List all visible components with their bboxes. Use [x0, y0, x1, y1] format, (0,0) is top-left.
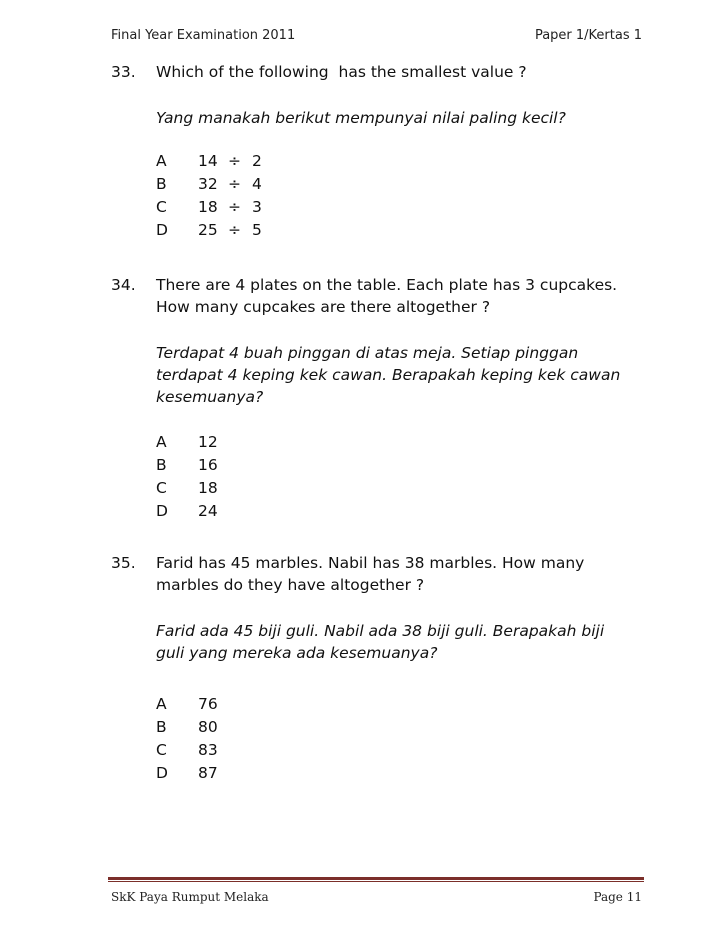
option-d[interactable]: [156, 219, 456, 242]
option-d[interactable]: [156, 500, 456, 523]
question-text-malay: Farid ada 45 biji guli. Nabil ada 38 biji guli. Berapakah biji guli yang mereka ada kesemuanya?: [156, 622, 610, 662]
option-a[interactable]: [156, 693, 456, 716]
divisor: 2: [252, 152, 262, 170]
option-d[interactable]: [156, 762, 456, 785]
option-letter: B: [156, 718, 167, 736]
answer-options: [156, 150, 456, 242]
divisor: 4: [252, 175, 262, 193]
option-b[interactable]: [156, 716, 456, 739]
option-a[interactable]: [156, 431, 456, 454]
footer-rule-thick: [108, 877, 644, 880]
dividend: 32: [198, 175, 218, 193]
divide-sign: ÷: [228, 152, 241, 170]
question-text-malay: Terdapat 4 buah pinggan di atas meja. Setiap pinggan terdapat 4 keping kek cawan. Berapakah keping kek cawan kesemuanya?: [156, 344, 626, 406]
option-a[interactable]: [156, 150, 456, 173]
page-number: Page 11: [593, 890, 642, 904]
option-value: 87: [198, 764, 218, 782]
divide-sign: ÷: [228, 221, 241, 239]
paper-label: Paper 1/Kertas 1: [534, 28, 642, 43]
option-b[interactable]: [156, 454, 456, 477]
divide-sign: ÷: [228, 175, 241, 193]
option-letter: D: [156, 221, 168, 239]
option-letter: C: [156, 479, 167, 497]
divisor: 5: [252, 221, 262, 239]
divide-sign: ÷: [228, 198, 241, 216]
question-number: 34.: [111, 276, 136, 294]
question-number: 33.: [111, 63, 136, 81]
answer-options: [156, 431, 456, 523]
dividend: 14: [198, 152, 218, 170]
option-value: 76: [198, 695, 218, 713]
option-value: 24: [198, 502, 218, 520]
question-number: 35.: [111, 554, 136, 572]
option-letter: C: [156, 741, 167, 759]
option-letter: A: [156, 152, 167, 170]
dividend: 18: [198, 198, 218, 216]
question-text-malay: Yang manakah berikut mempunyai nilai paling kecil?: [156, 109, 566, 127]
exam-title: Final Year Examination 2011: [111, 28, 296, 43]
option-value: 83: [198, 741, 218, 759]
option-value: 18: [198, 479, 218, 497]
question-text-english: Which of the following has the smallest value ?: [156, 63, 527, 81]
option-letter: D: [156, 502, 168, 520]
option-letter: B: [156, 175, 167, 193]
option-letter: B: [156, 456, 167, 474]
question-text-english: Farid has 45 marbles. Nabil has 38 marbles. How many marbles do they have altogether ?: [156, 554, 590, 594]
option-letter: C: [156, 198, 167, 216]
option-value: 80: [198, 718, 218, 736]
option-b[interactable]: [156, 173, 456, 196]
school-name: SkK Paya Rumput Melaka: [111, 890, 269, 904]
option-c[interactable]: [156, 739, 456, 762]
option-value: 16: [198, 456, 218, 474]
divisor: 3: [252, 198, 262, 216]
option-c[interactable]: [156, 196, 456, 219]
page-header: [111, 28, 642, 48]
option-letter: A: [156, 433, 167, 451]
answer-options: [156, 693, 456, 785]
option-c[interactable]: [156, 477, 456, 500]
dividend: 25: [198, 221, 218, 239]
footer-rule-thin: [108, 881, 644, 882]
question-text-english: There are 4 plates on the table. Each plate has 3 cupcakes. How many cupcakes are there altogether ?: [156, 276, 623, 316]
option-letter: D: [156, 764, 168, 782]
option-value: 12: [198, 433, 218, 451]
option-letter: A: [156, 695, 167, 713]
